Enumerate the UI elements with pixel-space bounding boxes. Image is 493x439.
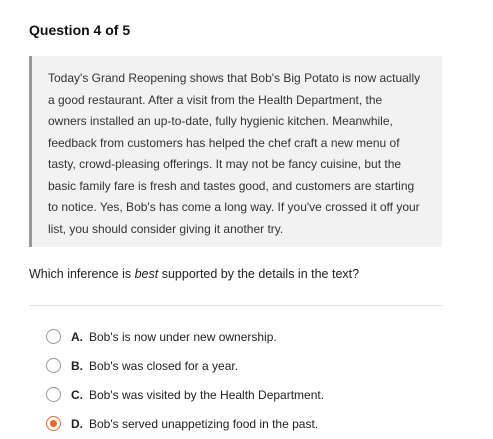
prompt-emphasis: best xyxy=(134,267,159,281)
divider xyxy=(29,305,442,306)
choice-text-c: Bob's was visited by the Health Department. xyxy=(89,387,325,402)
passage-box xyxy=(29,56,442,247)
choice-letter-b: B. xyxy=(71,358,83,373)
choice-letter-a: A. xyxy=(71,329,83,344)
choice-c[interactable] xyxy=(46,380,324,409)
choice-letter-d: D. xyxy=(71,416,83,431)
choice-text-d: Bob's served unappetizing food in the past. xyxy=(89,416,319,431)
question-prompt xyxy=(29,267,359,281)
question-header: Question 4 of 5 xyxy=(29,22,131,38)
radio-button-c[interactable] xyxy=(46,387,61,402)
radio-button-d[interactable] xyxy=(46,416,61,431)
radio-button-a[interactable] xyxy=(46,329,61,344)
choice-letter-c: C. xyxy=(71,387,83,402)
prompt-text-after: supported by the details in the text? xyxy=(158,267,360,281)
choice-text-a: Bob's is now under new ownership. xyxy=(89,329,277,344)
radio-button-b[interactable] xyxy=(46,358,61,373)
choice-text-b: Bob's was closed for a year. xyxy=(89,358,239,373)
choice-d[interactable] xyxy=(46,409,324,438)
choice-a[interactable] xyxy=(46,322,324,351)
choice-b[interactable] xyxy=(46,351,324,380)
prompt-text-before: Which inference is xyxy=(29,267,135,281)
answer-choices xyxy=(46,322,324,438)
passage-text: Today's Grand Reopening shows that Bob's Big Potato is now actually a good restaurant. After a visit from the Health Department, the owners installed an up-to-date, fully hygienic kitchen. Meanwhile, feedback from customers has helped the chef craft a new menu of tasty, crowd-pleasing offerings. It may not be fancy cuisine, but the basic family fare is fresh and tastes good, and customers are starting to notice. Yes, Bob's has come a long way. If you've crossed it off your list, you should consider giving it another try. xyxy=(48,71,421,236)
